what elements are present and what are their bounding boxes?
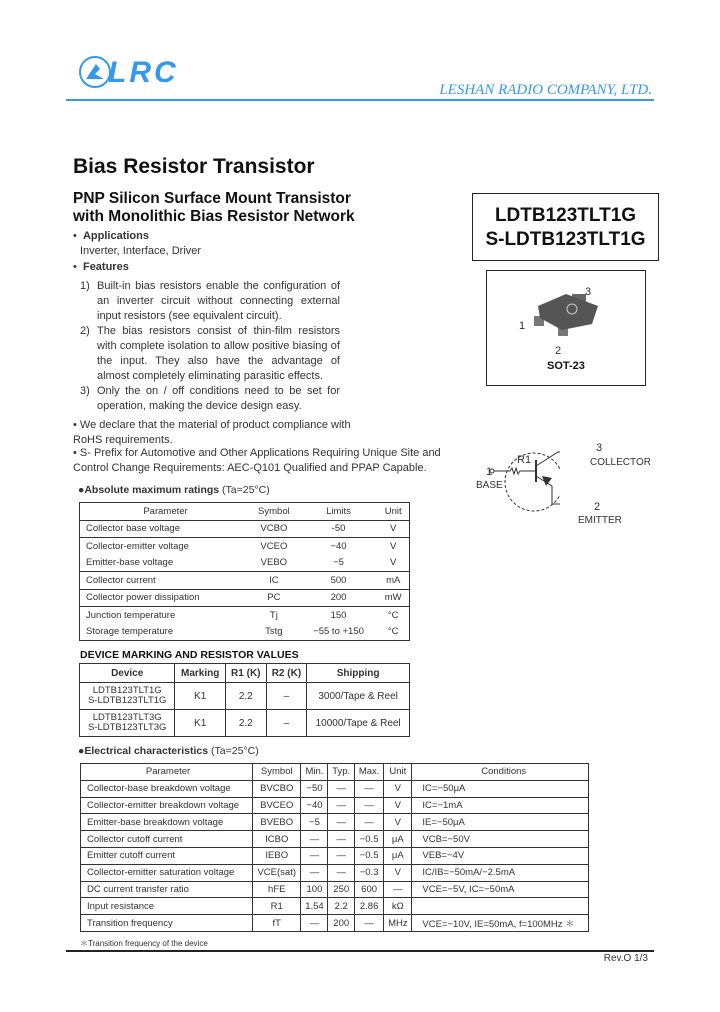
col-header: R2 (K) (266, 664, 307, 683)
feature-number: 2) (80, 325, 90, 337)
table-cell: 1.54 (301, 898, 328, 915)
emitter-pin-label: 2 (594, 501, 601, 513)
table-cell: IC (248, 572, 300, 590)
table-header-row (80, 664, 410, 683)
table-cell: — (301, 915, 328, 932)
logo-text: LRC (108, 56, 179, 89)
abs-max-heading: ●Absolute maximum ratings (Ta=25°C) (78, 484, 270, 496)
rohs-note: • We declare that the material of product compliance with RoHS requirements. (73, 419, 351, 446)
table-cell: V (384, 814, 412, 831)
table-cell: Collector-emitter saturation voltage (81, 864, 253, 881)
table-cell: Collector base voltage (80, 520, 249, 538)
table-cell: — (328, 780, 354, 797)
table-cell: — (354, 814, 383, 831)
table-cell: −0.3 (354, 864, 383, 881)
subtitle-line-2: with Monolithic Bias Resistor Network (73, 208, 355, 225)
table-cell: 200 (328, 915, 354, 932)
abs-max-table (79, 502, 410, 641)
table-cell: −40 (300, 538, 378, 555)
subtitle-line-1: PNP Silicon Surface Mount Transistor (73, 190, 351, 207)
table-cell: 2.86 (354, 898, 383, 915)
part-number-box (472, 193, 659, 261)
part-number: LDTB123TLT1G (494, 205, 637, 226)
device-name-automotive: S-LDTB123TLT3G (87, 722, 167, 733)
feature-item-1 (80, 279, 340, 324)
table-cell: VCBO (248, 520, 300, 538)
table-row (80, 520, 410, 538)
emitter-label: EMITTER (578, 515, 622, 526)
table-cell: IEBO (253, 847, 301, 864)
table-row (80, 624, 410, 641)
applications-heading: • Applications (73, 230, 149, 242)
table-cell: V (384, 864, 412, 881)
table-cell: Collector-emitter breakdown voltage (81, 797, 253, 814)
table-row (80, 683, 410, 710)
feature-number: 3) (80, 385, 90, 397)
table-cell: V (377, 538, 409, 555)
table-cell: VCB=−50V (412, 831, 589, 848)
table-cell: 3000/Tape & Reel (307, 683, 410, 710)
table-cell: 2.2 (225, 710, 266, 737)
table-cell: hFE (253, 881, 301, 898)
package-label: SOT-23 (547, 360, 585, 372)
col-header: Device (80, 664, 175, 683)
table-row (81, 864, 589, 881)
col-header: Min. (301, 764, 328, 781)
table-cell: K1 (175, 710, 226, 737)
table-cell: DC current transfer ratio (81, 881, 253, 898)
base-pin-label: 1 (486, 466, 493, 478)
elec-heading-text: Electrical characteristics (84, 745, 209, 757)
table-cell: 150 (300, 607, 378, 624)
table-row (81, 831, 589, 848)
table-cell: −5 (333, 557, 344, 569)
marking-table (79, 663, 410, 737)
col-header: Limits (300, 503, 378, 521)
collector-label: COLLECTOR (590, 457, 651, 468)
col-header: Marking (175, 664, 226, 683)
lrc-logo-icon (78, 55, 112, 89)
table-cell: Emitter-base breakdown voltage (81, 814, 253, 831)
table-cell: Input resistance (81, 898, 253, 915)
table-cell: Collector cutoff current (81, 831, 253, 848)
table-cell: MHz (384, 915, 412, 932)
table-cell: ICBO (253, 831, 301, 848)
col-header: Max. (354, 764, 383, 781)
footnote: ＊Transition frequency of the device (80, 939, 208, 948)
revision: Rev.O 1/3 (603, 953, 648, 964)
applications-text: Inverter, Interface, Driver (80, 245, 202, 257)
col-header: Unit (384, 764, 412, 781)
device-cell (80, 710, 175, 737)
feature-item-3 (80, 384, 340, 414)
table-cell: BVCBO (253, 780, 301, 797)
table-cell: Collector-emitter voltage (80, 538, 249, 555)
r1-label: R1 (517, 454, 532, 466)
table-cell: 600 (354, 881, 383, 898)
sot23-package-icon (522, 286, 612, 341)
features-heading: • Features (73, 261, 129, 273)
table-cell: Tj (248, 607, 300, 624)
col-header: Parameter (80, 503, 249, 521)
table-cell: V (384, 780, 412, 797)
table-cell: Emitter-base voltage (86, 557, 174, 569)
device-name-automotive: S-LDTB123TLT1G (87, 695, 167, 706)
table-cell: Tstg (265, 626, 283, 638)
table-cell: — (384, 881, 412, 898)
page-title: Bias Resistor Transistor (73, 155, 315, 178)
table-cell: −50 (301, 780, 328, 797)
table-cell: V (384, 797, 412, 814)
table-header-row (81, 764, 589, 781)
table-cell: — (354, 797, 383, 814)
table-cell: PC (248, 589, 300, 607)
table-cell: — (328, 831, 354, 848)
header-divider (66, 99, 654, 101)
part-number-automotive: S-LDTB123TLT1G (485, 229, 646, 250)
table-cell: R1 (253, 898, 301, 915)
table-row (80, 538, 410, 555)
col-header: Parameter (81, 764, 253, 781)
col-header: R1 (K) (225, 664, 266, 683)
feature-text: Built-in bias resistors enable the configuration of an inverter circuit without connecting external input resistors (see equivalent circuit). (97, 280, 340, 322)
table-cell: — (301, 847, 328, 864)
table-cell: — (354, 780, 383, 797)
feature-number: 1) (80, 280, 90, 292)
marking-heading: DEVICE MARKING AND RESISTOR VALUES (80, 649, 299, 661)
table-cell: VCEO (248, 538, 300, 555)
table-cell: VEB=−4V (412, 847, 589, 864)
table-header-row (80, 503, 410, 521)
table-cell: — (301, 831, 328, 848)
table-cell: IC=−1mA (412, 797, 589, 814)
table-cell: −0.5 (354, 847, 383, 864)
device-name: LDTB123TLT3G (92, 712, 162, 723)
table-cell: °C (377, 607, 409, 624)
table-cell: IC/IB=−50mA/−2.5mA (412, 864, 589, 881)
table-cell: IC=−50μA (412, 780, 589, 797)
footer-divider (66, 950, 654, 952)
rohs-note-text: We declare that the material of product compliance with RoHS requirements. (73, 419, 351, 446)
table-cell: 500 (300, 572, 378, 590)
table-cell: — (354, 915, 383, 932)
table-cell: μA (384, 847, 412, 864)
table-cell: — (301, 864, 328, 881)
col-header: Unit (377, 503, 409, 521)
table-cell: Collector current (80, 572, 249, 590)
table-row (81, 898, 589, 915)
abs-max-heading-text: Absolute maximum ratings (84, 484, 220, 496)
pin-1-label: 1 (519, 320, 526, 332)
collector-pin-label: 3 (596, 442, 603, 454)
table-cell: VCE=−5V, IC=−50mA (412, 881, 589, 898)
table-row (81, 847, 589, 864)
table-cell: mW (377, 589, 409, 607)
table-row (80, 710, 410, 737)
elec-condition: (Ta=25°C) (211, 745, 259, 757)
col-header: Symbol (248, 503, 300, 521)
table-cell: VCE=−10V, IE=50mA, f=100MHz ＊ (412, 915, 589, 932)
table-cell: −55 to +150 (313, 626, 364, 638)
elec-heading: ●Electrical characteristics (Ta=25°C) (78, 745, 259, 757)
table-cell: — (328, 847, 354, 864)
table-cell: BVCEO (253, 797, 301, 814)
table-cell: VEBO (260, 557, 288, 569)
feature-text: Only the on / off conditions need to be set for operation, making the device design easy. (97, 385, 340, 412)
table-cell (412, 898, 589, 915)
table-cell: Collector power dissipation (80, 589, 249, 607)
table-cell: °C (387, 626, 399, 638)
col-header: Symbol (253, 764, 301, 781)
feature-item-2 (80, 324, 340, 384)
table-cell: V (390, 557, 397, 569)
table-cell: 2.2 (328, 898, 354, 915)
table-cell: Junction temperature (80, 607, 249, 624)
table-row (81, 915, 589, 932)
abs-max-condition: (Ta=25°C) (222, 484, 270, 496)
table-cell: kΩ (384, 898, 412, 915)
device-name: LDTB123TLT1G (92, 685, 162, 696)
col-header: Typ. (328, 764, 354, 781)
table-cell: Collector-base breakdown voltage (81, 780, 253, 797)
table-row (80, 589, 410, 607)
table-cell: mA (377, 572, 409, 590)
col-header: Shipping (307, 664, 410, 683)
table-row (80, 572, 410, 590)
table-row (80, 607, 410, 624)
table-cell: Storage temperature (86, 626, 174, 638)
table-cell: V (377, 520, 409, 538)
table-cell: μA (384, 831, 412, 848)
table-row (81, 780, 589, 797)
company-name: LESHAN RADIO COMPANY, LTD. (439, 82, 652, 98)
table-cell: 100 (301, 881, 328, 898)
table-cell: fT (253, 915, 301, 932)
table-cell: — (328, 797, 354, 814)
table-cell: 200 (300, 589, 378, 607)
pin-3-label: 3 (585, 286, 592, 298)
pin-2-label: 2 (555, 345, 562, 357)
aec-note-text: S- Prefix for Automotive and Other Applications Requiring Unique Site and Control Change Requirements: AEC-Q101 Qualified and PPAP Capable. (73, 447, 441, 474)
table-cell: −40 (301, 797, 328, 814)
table-cell: 10000/Tape & Reel (307, 710, 410, 737)
applications-heading-text: Applications (82, 230, 149, 242)
table-row (81, 881, 589, 898)
features-heading-text: Features (82, 261, 129, 273)
table-cell: IE=−50μA (412, 814, 589, 831)
feature-text: The bias resistors consist of thin-film resistors with complete isolation to allow positive biasing of the input. They also have the advantage of almost completely eliminating parasitic effects. (97, 325, 340, 382)
table-cell: Transition frequency (81, 915, 253, 932)
package-box (486, 270, 646, 386)
table-row (81, 797, 589, 814)
table-cell: K1 (175, 683, 226, 710)
electrical-characteristics-table (80, 763, 589, 932)
aec-note: • S- Prefix for Automotive and Other Applications Requiring Unique Site and Control Change Requirements: AEC-Q101 Qualified and PPAP Capable. (73, 447, 441, 474)
table-cell: BVEBO (253, 814, 301, 831)
table-cell: 250 (328, 881, 354, 898)
table-cell: — (328, 814, 354, 831)
table-cell: – (266, 710, 307, 737)
base-label: BASE (476, 480, 503, 491)
table-cell: VCE(sat) (253, 864, 301, 881)
table-cell: 2.2 (225, 683, 266, 710)
table-cell: — (328, 864, 354, 881)
table-row (80, 555, 410, 572)
col-header: Conditions (412, 764, 589, 781)
table-cell: −0.5 (354, 831, 383, 848)
table-cell: Emitter cutoff current (81, 847, 253, 864)
table-cell: −5 (301, 814, 328, 831)
table-row (81, 814, 589, 831)
table-cell: -50 (300, 520, 378, 538)
table-cell: – (266, 683, 307, 710)
device-cell (80, 683, 175, 710)
